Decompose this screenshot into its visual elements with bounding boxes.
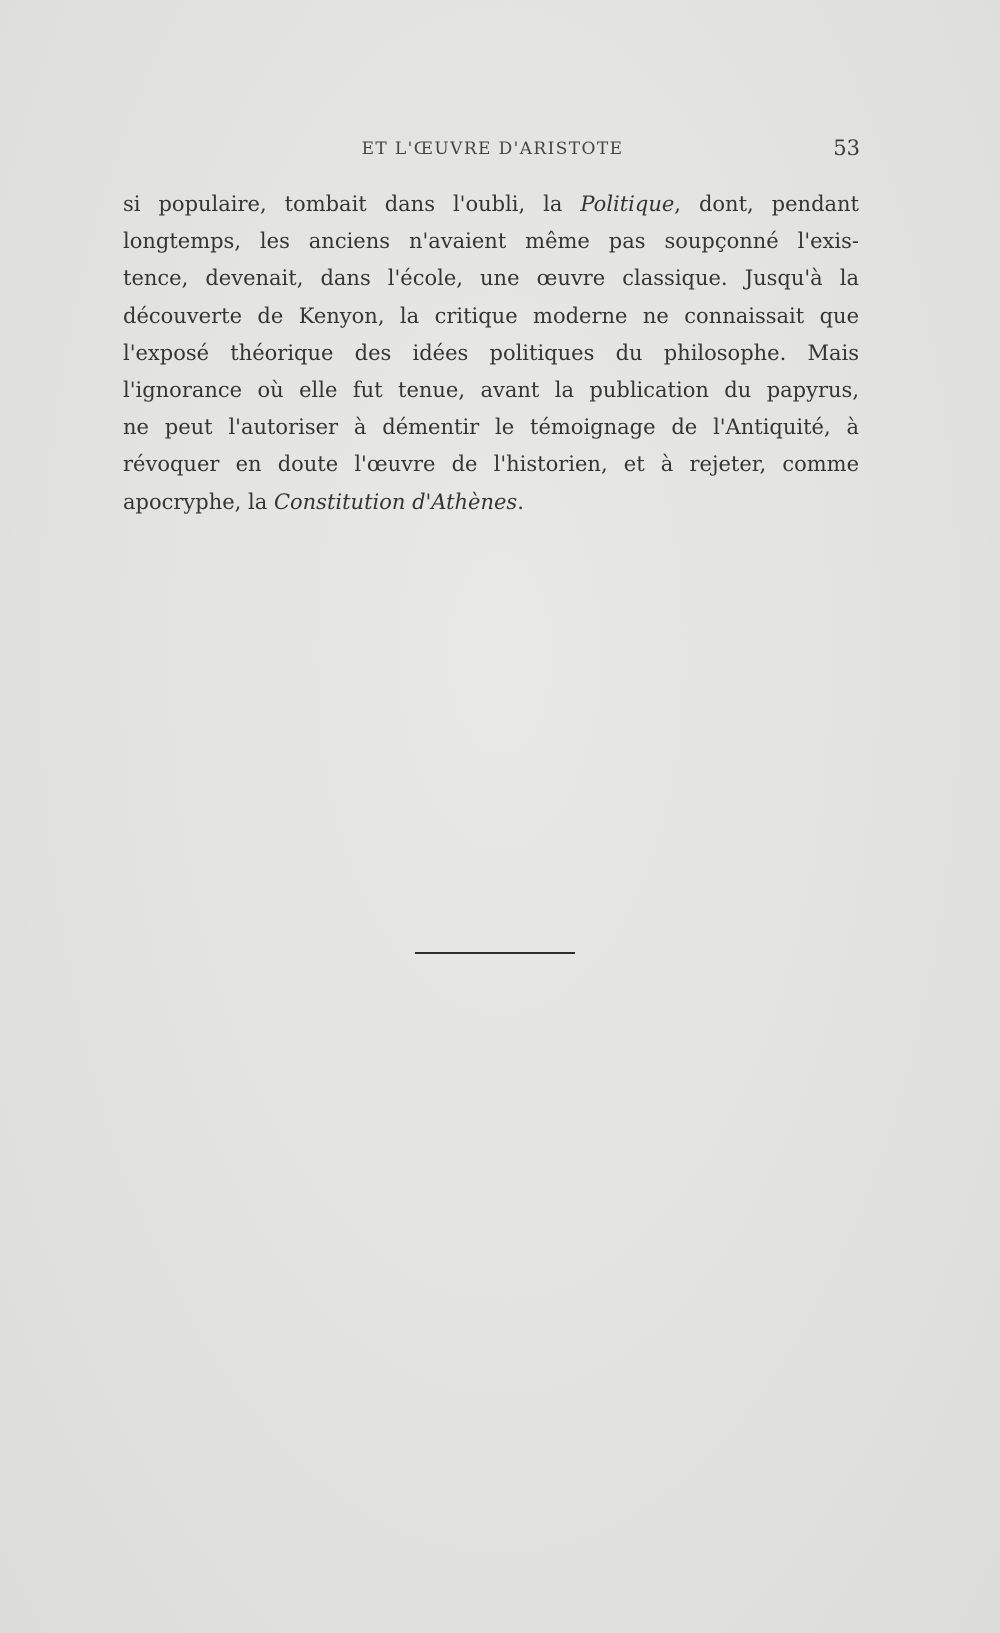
text-line: l'ignorance où elle fut tenue, avant la publication du papyrus, bbox=[123, 377, 859, 402]
text-line: apocryphe, la Constitution d'Athènes. bbox=[123, 489, 524, 514]
text-line: ne peut l'autoriser à démentir le témoignage de l'Antiquité, à bbox=[123, 415, 859, 440]
end-rule-divider bbox=[415, 952, 575, 954]
body-paragraph bbox=[123, 186, 859, 521]
page-number: 53 bbox=[833, 136, 860, 160]
italic-title-politique: Politique bbox=[580, 192, 675, 216]
text-line: révoquer en doute l'œuvre de l'historien, et à rejeter, comme bbox=[123, 452, 859, 477]
text-line: longtemps, les anciens n'avaient même pas soupçonné l'exis- bbox=[123, 229, 859, 254]
running-title: ET L'ŒUVRE D'ARISTOTE bbox=[361, 139, 624, 159]
text-line: l'exposé théorique des idées politiques du philosophe. Mais bbox=[123, 340, 859, 365]
text-line: découverte de Kenyon, la critique moderne ne connaissait que bbox=[123, 303, 859, 328]
running-head bbox=[125, 136, 860, 162]
text-line: si populaire, tombait dans l'oubli, la Politique, dont, pendant bbox=[123, 192, 859, 216]
text-line: tence, devenait, dans l'école, une œuvre classique. Jusqu'à la bbox=[123, 266, 859, 291]
italic-title-constitution: Constitution d'Athènes bbox=[273, 489, 518, 514]
